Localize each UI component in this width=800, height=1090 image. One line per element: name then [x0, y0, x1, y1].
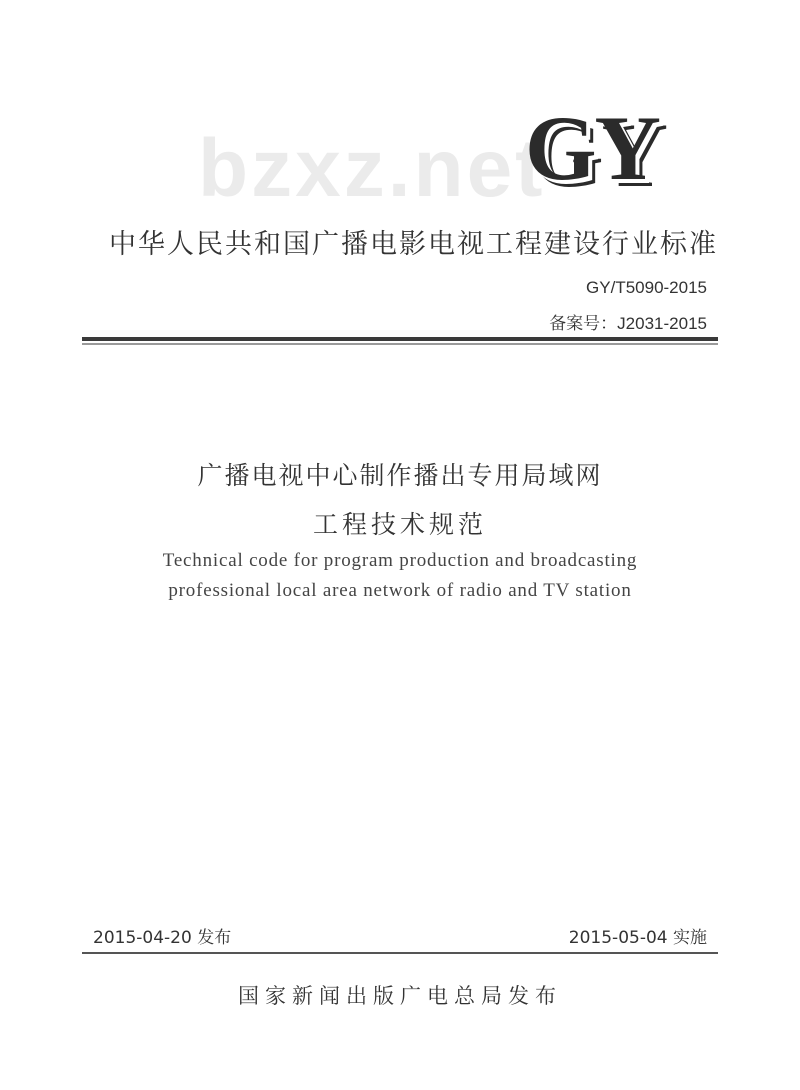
header-divider-thick	[82, 337, 718, 341]
standard-series-title: 中华人民共和国广播电影电视工程建设行业标准	[109, 229, 718, 260]
gy-logo: GY	[525, 97, 659, 199]
publisher: 国家新闻出版广电总局发布	[238, 984, 562, 1008]
document-title-cn-line2: 工程技术规范	[312, 510, 487, 539]
document-title-en-line2: professional local area network of radio and TV station	[168, 580, 632, 601]
filing-number: 备案号：J2031-2015	[549, 314, 707, 333]
document-title-cn-line1: 广播电视中心制作播出专用局域网	[197, 461, 603, 490]
watermark: bzxz.net	[198, 123, 546, 214]
implementation-date: 2015-05-04 实施	[568, 928, 707, 948]
standard-code: GY/T5090-2015	[586, 278, 707, 297]
footer-divider	[82, 952, 718, 954]
header-divider-thin	[82, 343, 718, 345]
document-title-en-line1: Technical code for program production and broadcasting	[162, 550, 638, 571]
issue-date: 2015-04-20 发布	[93, 928, 232, 948]
